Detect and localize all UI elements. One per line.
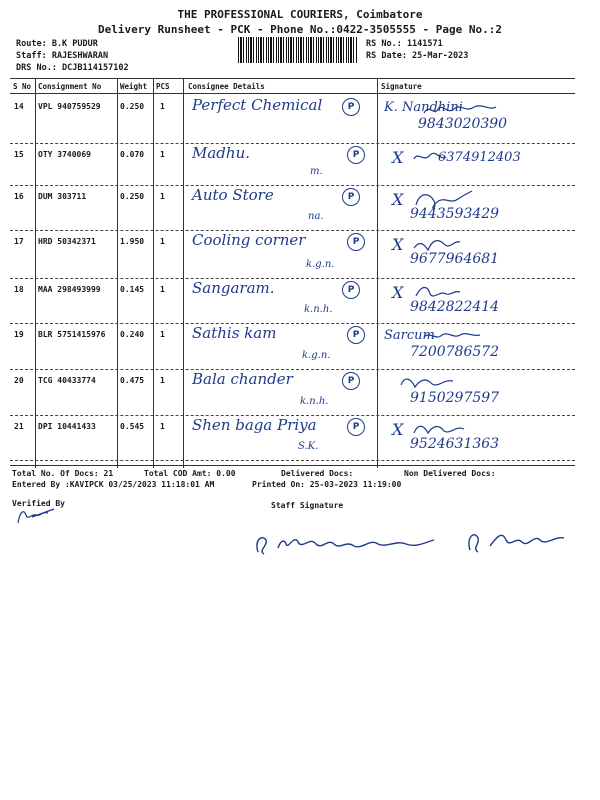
row-pcs: 1 [160, 150, 165, 159]
row-phone: 6374912403 [438, 150, 521, 165]
row-sno: 20 [14, 376, 24, 385]
row-phone: 9443593429 [410, 206, 500, 222]
row-phone: 9843020390 [418, 116, 508, 132]
col-header-consignee: Consignee Details [188, 82, 265, 91]
col-divider [153, 78, 154, 468]
row-area-mark: k.g.n. [306, 259, 335, 270]
row-consignment-no: VPL 940759529 [38, 102, 101, 111]
delivery-stamp: P [342, 188, 360, 206]
row-weight: 0.145 [120, 285, 145, 294]
row-consignee: Sathis kam [192, 324, 277, 342]
row-consignee: Madhu. [192, 144, 250, 162]
delivered-docs: Delivered Docs: [281, 469, 354, 478]
row-weight: 0.250 [120, 192, 145, 201]
row-pcs: 1 [160, 192, 165, 201]
runsheet-subtitle: Delivery Runsheet - PCK - Phone No.:0422-3505555 - Page No.:2 [98, 23, 502, 36]
col-header-consignment: Consignment No [38, 82, 102, 91]
row-phone: 9150297597 [410, 390, 500, 406]
delivery-stamp: P [342, 98, 360, 116]
row-pcs: 1 [160, 237, 165, 246]
delivery-stamp: P [347, 418, 365, 436]
row-consignment-no: MAA 298493999 [38, 285, 101, 294]
row-sno: 21 [14, 422, 24, 431]
row-sno: 17 [14, 237, 24, 246]
row-consignee: Auto Store [192, 186, 274, 204]
row-area-mark: na. [308, 211, 324, 222]
row-phone: 9524631363 [410, 436, 500, 452]
drs-number: DRS No.: DCJB114157102 [16, 63, 129, 73]
row-divider [10, 460, 575, 461]
delivery-stamp: P [342, 281, 360, 299]
col-divider [117, 78, 118, 468]
delivery-stamp: P [347, 146, 365, 164]
row-consignee: Sangaram. [192, 279, 275, 297]
row-consignee: Perfect Chemical [192, 96, 323, 114]
staff-signature-second [460, 520, 570, 556]
col-header-pcs: PCS [156, 82, 170, 91]
delivery-stamp: P [342, 372, 360, 390]
row-pcs: 1 [160, 422, 165, 431]
row-divider [10, 278, 575, 279]
col-header-weight: Weight [120, 82, 148, 91]
row-consignment-no: DPI 10441433 [38, 422, 96, 431]
row-signature-text: X [392, 420, 404, 439]
delivery-stamp: P [347, 326, 365, 344]
row-weight: 1.950 [120, 237, 145, 246]
col-divider [183, 78, 184, 468]
row-area-mark: S.K. [298, 441, 319, 452]
company-title: THE PROFESSIONAL COURIERS, Coimbatore [177, 8, 423, 21]
row-weight: 0.070 [120, 150, 145, 159]
row-phone: 9842822414 [410, 299, 500, 315]
row-weight: 0.475 [120, 376, 145, 385]
rs-number: RS No.: 1141571 [366, 39, 443, 49]
row-signature-text: K. Nandhini [384, 100, 463, 115]
row-area-mark: k.n.h. [300, 396, 329, 407]
row-weight: 0.240 [120, 330, 145, 339]
table-bottom-rule [10, 465, 575, 466]
col-header-sno: S No [13, 82, 32, 91]
row-signature-text: Sarcum [384, 328, 435, 343]
row-pcs: 1 [160, 285, 165, 294]
col-header-signature: Signature [381, 82, 422, 91]
row-consignment-no: HRD 50342371 [38, 237, 96, 246]
row-sno: 18 [14, 285, 24, 294]
row-weight: 0.545 [120, 422, 145, 431]
rs-date: RS Date: 25-Mar-2023 [366, 51, 469, 61]
row-signature-text: X [392, 283, 404, 302]
row-consignment-no: BLR 5751415976 [38, 330, 106, 339]
total-docs: Total No. Of Docs: 21 [12, 469, 114, 478]
col-divider [35, 78, 36, 468]
row-sno: 16 [14, 192, 24, 201]
entered-by: Entered By :KAVIPCK 03/25/2023 11:18:01 AM [12, 480, 215, 489]
row-signature-text: X [392, 148, 404, 167]
row-phone: 7200786572 [410, 344, 500, 360]
col-divider [377, 78, 378, 468]
staff-signature [250, 520, 440, 560]
total-cod: Total COD Amt: 0.00 [144, 469, 236, 478]
staff-label: Staff: RAJESHWARAN [16, 51, 109, 61]
row-consignment-no: DUM 303711 [38, 192, 87, 201]
row-consignee: Bala chander [192, 370, 293, 388]
row-pcs: 1 [160, 376, 165, 385]
row-pcs: 1 [160, 102, 165, 111]
row-consignee: Cooling corner [192, 231, 306, 249]
row-divider [10, 185, 575, 186]
table-top-rule [10, 78, 575, 79]
verified-by-label: Verified By [12, 499, 65, 508]
row-sno: 14 [14, 102, 24, 111]
row-signature-text: X [392, 235, 404, 254]
row-area-mark: k.g.n. [302, 350, 331, 361]
row-consignment-no: OTY 3740069 [38, 150, 91, 159]
row-divider [10, 143, 575, 144]
row-consignment-no: TCG 40433774 [38, 376, 96, 385]
delivery-stamp: P [347, 233, 365, 251]
row-consignee: Shen baga Priya [192, 416, 317, 434]
non-delivered-docs: Non Delivered Docs: [404, 469, 496, 478]
printed-on: Printed On: 25-03-2023 11:19:00 [252, 480, 402, 489]
staff-signature-label: Staff Signature [271, 501, 344, 510]
row-signature-text: X [392, 190, 404, 209]
row-sno: 19 [14, 330, 24, 339]
row-area-mark: k.n.h. [304, 304, 333, 315]
row-weight: 0.250 [120, 102, 145, 111]
table-header-rule [10, 93, 575, 94]
row-phone: 9677964681 [410, 251, 500, 267]
row-sno: 15 [14, 150, 24, 159]
row-area-mark: m. [310, 166, 323, 177]
row-divider [10, 323, 575, 324]
verifier-signature [14, 505, 64, 529]
row-pcs: 1 [160, 330, 165, 339]
barcode-image [238, 37, 358, 63]
route-label: Route: B.K PUDUR [16, 39, 98, 49]
